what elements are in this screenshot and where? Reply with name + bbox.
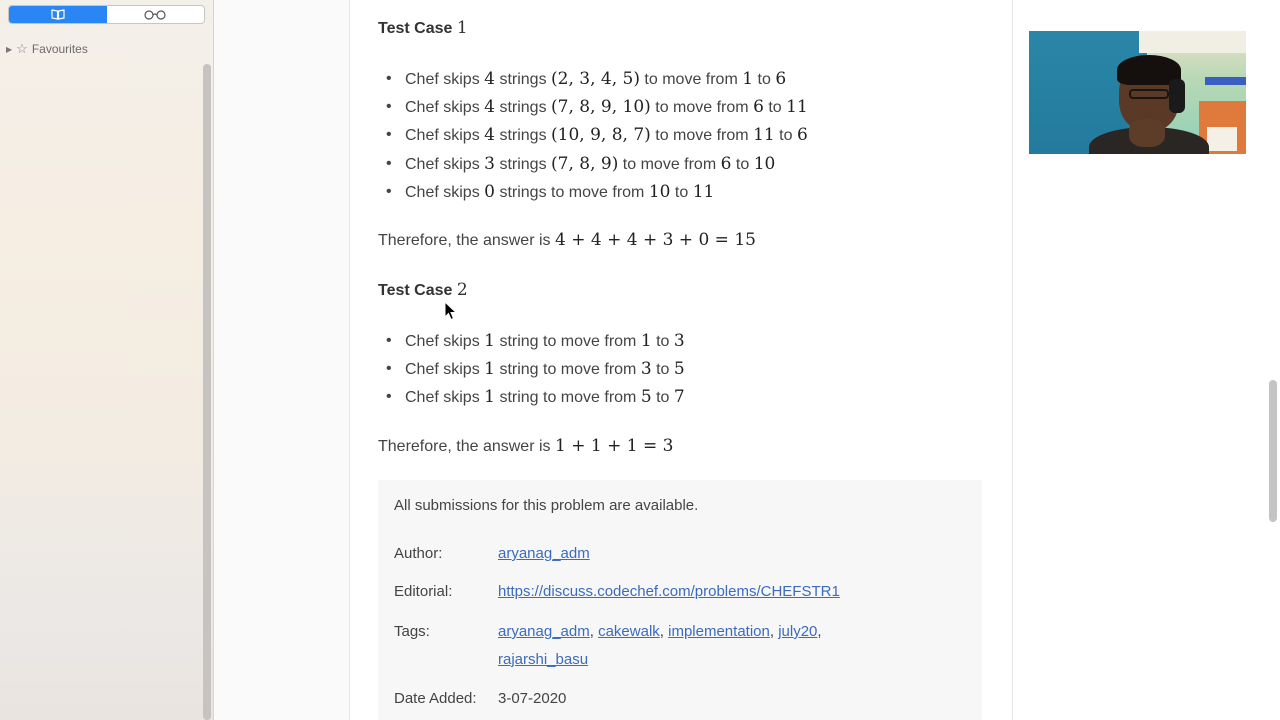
book-icon [51, 9, 65, 20]
test-case-label: Test Case [378, 20, 453, 37]
favourites-label: Favourites [31, 42, 88, 56]
author-value [498, 540, 590, 568]
star-icon: ☆ [16, 41, 28, 56]
page-gutter-left [214, 0, 349, 720]
test-case-label: Test Case [378, 282, 453, 299]
tag-link[interactable]: cakewalk [598, 623, 660, 640]
tag-link[interactable]: aryanag_adm [498, 623, 590, 640]
date-added-value: 3-07-2020 [498, 690, 567, 707]
mouse-cursor-icon [444, 301, 458, 321]
list-item: • Chef skips 0 strings to move from 10 to 11 [378, 182, 808, 210]
webcam-overlay [1029, 31, 1246, 154]
list-item: • Chef skips 4 strings (10, 9, 8, 7) to move from 11 to 6 [378, 125, 808, 153]
problem-content [349, 0, 1013, 720]
sidebar-segmented-control [8, 5, 205, 24]
list-item: • Chef skips 1 string to move from 1 to 3 [378, 331, 685, 359]
list-item: • Chef skips 3 strings (7, 8, 9) to move from 6 to 10 [378, 154, 808, 182]
date-added-label: Date Added: [394, 690, 477, 707]
test-case-2-title [378, 280, 468, 300]
sidebar-scrollbar[interactable] [203, 64, 211, 720]
test-case-1-title [378, 18, 468, 38]
editorial-label: Editorial: [394, 583, 453, 600]
tag-link[interactable]: july20 [778, 623, 818, 640]
test-case-1-answer: Therefore, the answer is 4 + 4 + 4 + 3 + 0 = 15 [378, 230, 756, 250]
problem-info-box [378, 480, 982, 720]
reading-list-tab[interactable] [107, 6, 205, 23]
author-label: Author: [394, 545, 443, 562]
list-item: • Chef skips 1 string to move from 3 to 5 [378, 359, 685, 387]
author-link[interactable]: aryanag_adm [498, 545, 590, 562]
favourites-item[interactable] [6, 41, 88, 57]
list-item: • Chef skips 4 strings (2, 3, 4, 5) to move from 1 to 6 [378, 69, 808, 97]
bookmarks-tab[interactable] [9, 6, 107, 23]
tag-link[interactable]: implementation [668, 623, 770, 640]
glasses-icon [143, 10, 167, 20]
disclosure-triangle-icon[interactable]: ▶ [6, 44, 13, 54]
list-item: • Chef skips 1 string to move from 5 to 7 [378, 387, 685, 415]
tags-label: Tags: [394, 623, 430, 640]
tags-value: aryanag_adm, cakewalk, implementation, july20, rajarshi_basu [498, 623, 822, 668]
tag-link[interactable]: rajarshi_basu [498, 651, 589, 668]
test-case-2-steps [378, 331, 685, 416]
test-case-number: 2 [456, 280, 468, 300]
test-case-2-answer: Therefore, the answer is 1 + 1 + 1 = 3 [378, 436, 674, 456]
sidebar [0, 0, 214, 720]
editorial-link[interactable]: https://discuss.codechef.com/problems/CHEFSTR1 [498, 583, 840, 600]
list-item: • Chef skips 4 strings (7, 8, 9, 10) to move from 6 to 11 [378, 97, 808, 125]
submissions-message: All submissions for this problem are available. [394, 497, 699, 514]
test-case-number: 1 [456, 18, 468, 38]
editorial-value [498, 578, 840, 606]
page-scrollbar[interactable] [1269, 380, 1277, 522]
test-case-1-steps [378, 69, 808, 210]
